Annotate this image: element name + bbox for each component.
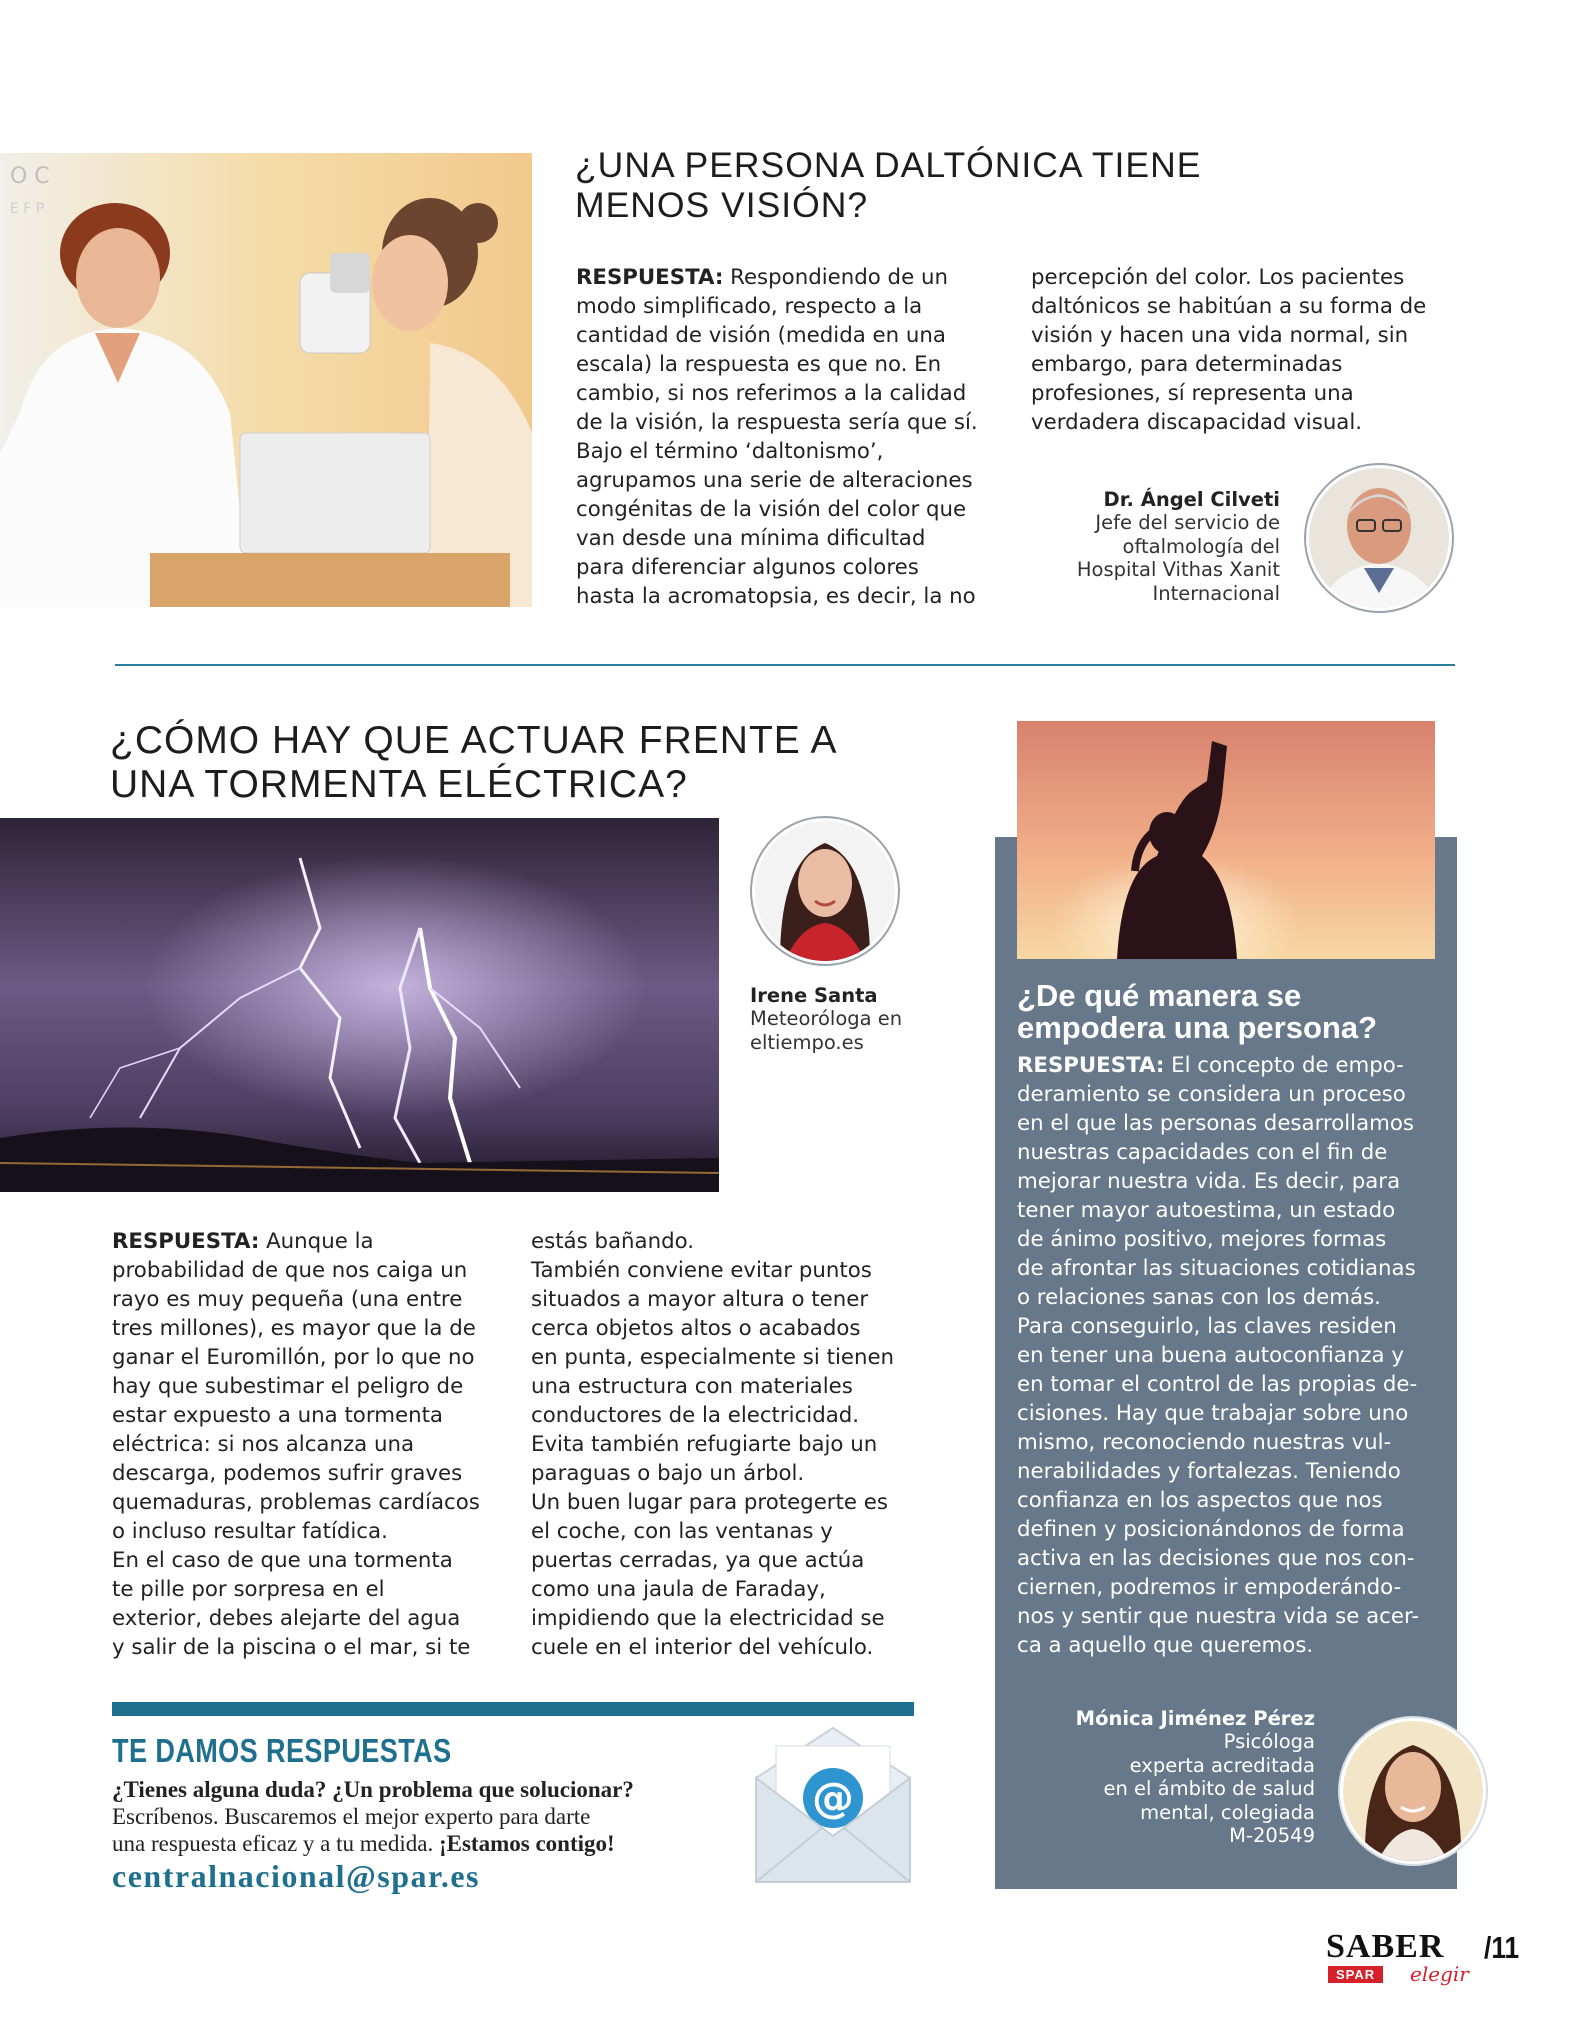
text-line-content: Meteoróloga en xyxy=(750,1007,903,1030)
article1-expert-name: Dr. Ángel Cilveti xyxy=(1103,488,1280,511)
text-line xyxy=(1031,379,1471,408)
text-line xyxy=(1031,350,1471,379)
text-line-content: También conviene evitar puntos xyxy=(531,1258,872,1283)
contact-line3-plain: una respuesta eficaz y a tu medida. xyxy=(112,1831,439,1856)
text-line-content: Respondiendo de un xyxy=(723,265,948,290)
text-line-content: Aunque la xyxy=(259,1229,374,1254)
contact-line2: Escríbenos. Buscaremos el mejor experto para darte xyxy=(112,1804,591,1829)
text-line-content: en tomar el control de las propias de- xyxy=(1017,1372,1418,1397)
text-line xyxy=(750,1007,940,1031)
text-line xyxy=(1020,558,1280,582)
text-line-content: escala) la respuesta es que no. En xyxy=(576,352,942,377)
text-line xyxy=(1031,263,1471,292)
text-line-content: el coche, con las ventanas y xyxy=(531,1519,833,1544)
article1-title-line2: MENOS VISIÓN? xyxy=(575,184,869,225)
text-line xyxy=(576,582,996,611)
text-line-content: ganar el Euromillón, por lo que no xyxy=(112,1345,475,1370)
text-line-content: en el ámbito de salud xyxy=(1103,1777,1315,1800)
text-line-content: confianza en los aspectos que nos xyxy=(1017,1488,1383,1513)
text-line xyxy=(112,1633,512,1662)
text-line-content: tener mayor autoestima, un estado xyxy=(1017,1198,1396,1223)
text-line-content: estar expuesto a una tormenta xyxy=(112,1403,443,1428)
text-line-content: Para conseguirlo, las claves residen xyxy=(1017,1314,1397,1339)
text-line-content: te pille por sorpresa en el xyxy=(112,1577,385,1602)
text-line-content: cantidad de visión (medida en una xyxy=(576,323,946,348)
text-line xyxy=(112,1227,512,1256)
text-line xyxy=(112,1430,512,1459)
logo-script: elegir xyxy=(1410,1962,1469,1986)
text-line xyxy=(531,1488,931,1517)
text-line-content: deramiento se considera un proceso xyxy=(1017,1082,1406,1107)
text-line xyxy=(1050,1801,1315,1825)
article2-expert-avatar xyxy=(750,816,900,966)
article3-expert-name: Mónica Jiménez Pérez xyxy=(1075,1707,1315,1730)
text-line-content: Bajo el término ‘daltonismo’, xyxy=(576,439,884,464)
text-line-content: cisiones. Hay que trabajar sobre uno xyxy=(1017,1401,1409,1426)
answer-label: RESPUESTA: xyxy=(1017,1053,1165,1078)
text-line-content: nos y sentir que nuestra vida se acer- xyxy=(1017,1604,1420,1629)
article2-title-line1: ¿CÓMO HAY QUE ACTUAR FRENTE A xyxy=(110,719,838,762)
text-line xyxy=(1017,1167,1447,1196)
text-line xyxy=(576,292,996,321)
text-line-content: mismo, reconociendo nuestras vul- xyxy=(1017,1430,1392,1455)
article1-expert-avatar xyxy=(1304,463,1454,613)
text-line-content: rayo es muy pequeña (una entre xyxy=(112,1287,463,1312)
text-line xyxy=(112,1488,512,1517)
text-line xyxy=(112,1256,512,1285)
text-line xyxy=(1017,1486,1447,1515)
text-line xyxy=(531,1517,931,1546)
text-line xyxy=(112,1285,512,1314)
text-line-content: cerca objetos altos o acabados xyxy=(531,1316,861,1341)
text-line-content: ciernen, podremos ir empoderándo- xyxy=(1017,1575,1402,1600)
text-line xyxy=(1017,1399,1447,1428)
text-line-content: experta acreditada xyxy=(1129,1753,1315,1777)
text-line xyxy=(112,1372,512,1401)
contact-email-link[interactable]: centralnacional@spar.es xyxy=(112,1858,480,1894)
text-line xyxy=(1050,1824,1315,1848)
article3-expert-credit xyxy=(1050,1707,1315,1848)
text-line xyxy=(1017,1341,1447,1370)
article1-answer-col2 xyxy=(1031,263,1471,437)
text-line xyxy=(531,1633,931,1662)
text-line-content: conductores de la electricidad. xyxy=(531,1403,860,1428)
saber-elegir-logo xyxy=(1326,1928,1476,2008)
text-line xyxy=(112,1546,512,1575)
text-line-content: congénitas de la visión del color que xyxy=(576,497,967,522)
text-line xyxy=(1017,1254,1447,1283)
text-line xyxy=(576,553,996,582)
text-line-content: oftalmología del xyxy=(1122,534,1280,558)
article3-expert-role xyxy=(1050,1730,1315,1848)
article3-expert-avatar xyxy=(1338,1716,1488,1866)
text-line-content: en punta, especialmente si tienen xyxy=(531,1345,895,1370)
text-line-content: eléctrica: si nos alcanza una xyxy=(112,1432,415,1457)
text-line xyxy=(112,1401,512,1430)
contact-line3-bold: ¡Estamos contigo! xyxy=(438,1831,615,1856)
text-line xyxy=(1017,1515,1447,1544)
text-line xyxy=(1031,292,1471,321)
contact-line1: ¿Tienes alguna duda? ¿Un problema que solucionar? xyxy=(112,1777,634,1802)
contact-top-bar xyxy=(112,1702,914,1716)
text-line-content: hay que subestimar el peligro de xyxy=(112,1374,464,1399)
text-line-content: eltiempo.es xyxy=(750,1030,864,1054)
text-line xyxy=(576,408,996,437)
text-line xyxy=(1017,1573,1447,1602)
text-line xyxy=(1017,1138,1447,1167)
text-line-content: percepción del color. Los pacientes xyxy=(1031,265,1405,290)
article2-expert-role xyxy=(750,1007,940,1054)
logo-spar-badge: SPAR xyxy=(1328,1966,1383,1983)
text-line xyxy=(531,1546,931,1575)
logo-brand: SABER xyxy=(1326,1928,1445,1965)
text-line-content: de ánimo positivo, mejores formas xyxy=(1017,1227,1387,1252)
empowerment-photo xyxy=(1017,721,1435,959)
text-line-content: agrupamos una serie de alteraciones xyxy=(576,468,973,493)
contact-text xyxy=(112,1776,732,1857)
contact-line3 xyxy=(112,1830,732,1857)
text-line xyxy=(1017,1428,1447,1457)
text-line xyxy=(1017,1080,1447,1109)
text-line-content: daltónicos se habitúan a su forma de xyxy=(1031,294,1427,319)
text-line xyxy=(1017,1312,1447,1341)
article2-answer-col1 xyxy=(112,1227,512,1662)
text-line xyxy=(531,1575,931,1604)
text-line-content: activa en las decisiones que nos con- xyxy=(1017,1546,1415,1571)
text-line-content: o relaciones sanas con los demás. xyxy=(1017,1285,1381,1310)
text-line xyxy=(112,1314,512,1343)
text-line xyxy=(112,1459,512,1488)
article3-title-line1: ¿De qué manera se xyxy=(1017,978,1302,1013)
text-line-content: o incluso resultar fatídica. xyxy=(112,1519,388,1544)
svg-text:O C: O C xyxy=(10,164,50,189)
text-line xyxy=(1017,1457,1447,1486)
text-line-content: Internacional xyxy=(1152,581,1280,605)
text-line-content: exterior, debes alejarte del agua xyxy=(112,1606,461,1631)
answer-label: RESPUESTA: xyxy=(576,265,724,290)
article1-title xyxy=(575,146,1201,226)
text-line xyxy=(576,263,996,292)
text-line-content: mental, colegiada xyxy=(1140,1800,1315,1824)
text-line-content: mejorar nuestra vida. Es decir, para xyxy=(1017,1169,1401,1194)
text-line-content: una estructura con materiales xyxy=(531,1374,853,1399)
text-line xyxy=(112,1343,512,1372)
text-line xyxy=(1017,1370,1447,1399)
text-line-content: Evita también refugiarte bajo un xyxy=(531,1432,878,1457)
text-line-content: verdadera discapacidad visual. xyxy=(1031,410,1363,435)
text-line xyxy=(1017,1109,1447,1138)
text-line xyxy=(1050,1754,1315,1778)
text-line xyxy=(576,495,996,524)
text-line xyxy=(1017,1544,1447,1573)
article2-answer-col2 xyxy=(531,1227,931,1662)
text-line xyxy=(531,1372,931,1401)
article3-answer xyxy=(1017,1051,1447,1660)
text-line-content: modo simplificado, respecto a la xyxy=(576,294,923,319)
section-divider xyxy=(115,664,1455,666)
text-line-content: embargo, para determinadas xyxy=(1031,352,1343,377)
text-line xyxy=(576,437,996,466)
answer-label: RESPUESTA: xyxy=(112,1229,260,1254)
text-line xyxy=(112,1517,512,1546)
text-line xyxy=(750,1031,940,1055)
text-line-content: probabilidad de que nos caiga un xyxy=(112,1258,468,1283)
text-line-content: estás bañando. xyxy=(531,1229,695,1254)
eye-exam-photo xyxy=(0,153,532,607)
text-line xyxy=(1050,1730,1315,1754)
text-line-content: En el caso de que una tormenta xyxy=(112,1548,453,1573)
text-line xyxy=(531,1343,931,1372)
envelope-at-symbol: @ xyxy=(812,1773,854,1822)
text-line xyxy=(531,1459,931,1488)
article1-title-line1: ¿UNA PERSONA DALTÓNICA TIENE xyxy=(575,145,1202,185)
text-line xyxy=(576,379,996,408)
text-line xyxy=(531,1604,931,1633)
text-line-content: cuele en el interior del vehículo. xyxy=(531,1635,874,1660)
text-line-content: Jefe del servicio de xyxy=(1095,511,1280,534)
text-line xyxy=(576,350,996,379)
text-line-content: nerabilidades y fortalezas. Teniendo xyxy=(1017,1459,1401,1484)
text-line-content: para diferenciar algunos colores xyxy=(576,555,919,580)
text-line-content: ca a aquello que queremos. xyxy=(1017,1633,1314,1658)
text-line-content: El concepto de empo- xyxy=(1164,1053,1404,1078)
text-line-content: quemaduras, problemas cardíacos xyxy=(112,1490,480,1515)
article2-expert-name: Irene Santa xyxy=(750,984,878,1007)
text-line-content: paraguas o bajo un árbol. xyxy=(531,1461,805,1486)
article3-title xyxy=(1017,980,1437,1044)
text-line-content: impidiendo que la electricidad se xyxy=(531,1606,885,1631)
text-line xyxy=(531,1314,931,1343)
text-line xyxy=(531,1401,931,1430)
page-number: /11 xyxy=(1484,1930,1520,1965)
text-line-content: Psicóloga xyxy=(1223,1730,1315,1753)
text-line-content: y salir de la piscina o el mar, si te xyxy=(112,1635,471,1660)
text-line xyxy=(531,1430,931,1459)
article1-answer-col1 xyxy=(576,263,996,611)
article2-expert-credit xyxy=(750,984,940,1054)
text-line-content: como una jaula de Faraday, xyxy=(531,1577,826,1602)
text-line-content: van desde una mínima dificultad xyxy=(576,526,926,551)
text-line-content: M-20549 xyxy=(1229,1824,1315,1847)
text-line xyxy=(1017,1631,1447,1660)
article1-expert-credit xyxy=(1020,488,1280,605)
text-line-content: nuestras capacidades con el fin de xyxy=(1017,1140,1388,1165)
article3-title-line2: empodera una persona? xyxy=(1017,1010,1378,1045)
text-line xyxy=(576,466,996,495)
text-line xyxy=(1020,511,1280,535)
text-line xyxy=(1017,1225,1447,1254)
article2-title-line2: UNA TORMENTA ELÉCTRICA? xyxy=(110,762,688,806)
text-line xyxy=(1017,1283,1447,1312)
text-line xyxy=(576,524,996,553)
article2-title xyxy=(110,719,837,806)
text-line-content: definen y posicionándonos de forma xyxy=(1017,1517,1405,1542)
text-line xyxy=(531,1256,931,1285)
text-line-content: en tener una buena autoconfianza y xyxy=(1017,1343,1404,1368)
text-line-content: de afrontar las situaciones cotidianas xyxy=(1017,1256,1416,1281)
text-line-content: hasta la acromatopsia, es decir, la no xyxy=(576,584,976,609)
text-line xyxy=(1017,1602,1447,1631)
text-line xyxy=(531,1227,931,1256)
text-line-content: profesiones, sí representa una xyxy=(1031,381,1354,406)
text-line-content: Hospital Vithas Xanit xyxy=(1076,558,1280,581)
text-line-content: situados a mayor altura o tener xyxy=(531,1287,869,1312)
text-line xyxy=(1031,408,1471,437)
lightning-storm-photo xyxy=(0,818,719,1192)
text-line xyxy=(1031,321,1471,350)
text-line-content: de la visión, la respuesta sería que sí. xyxy=(576,410,978,435)
text-line-content: cambio, si nos referimos a la calidad xyxy=(576,381,967,406)
text-line xyxy=(1020,582,1280,606)
text-line xyxy=(531,1285,931,1314)
text-line-content: tres millones), es mayor que la de xyxy=(112,1316,476,1341)
text-line xyxy=(576,321,996,350)
text-line xyxy=(1017,1051,1447,1080)
text-line xyxy=(112,1575,512,1604)
text-line-content: Un buen lugar para protegerte es xyxy=(531,1490,888,1515)
text-line-content: puertas cerradas, ya que actúa xyxy=(531,1548,865,1573)
text-line-content: visión y hacen una vida normal, sin xyxy=(1031,323,1409,348)
text-line-content: en el que las personas desarrollamos xyxy=(1017,1111,1415,1136)
text-line-content: descarga, podemos sufrir graves xyxy=(112,1461,463,1486)
text-line xyxy=(1020,535,1280,559)
contact-heading: TE DAMOS RESPUESTAS xyxy=(112,1732,452,1769)
text-line xyxy=(112,1604,512,1633)
text-line xyxy=(1050,1777,1315,1801)
text-line xyxy=(1017,1196,1447,1225)
article1-expert-role xyxy=(1020,511,1280,605)
envelope-at-icon xyxy=(752,1720,914,1888)
svg-text:E F P: E F P xyxy=(10,201,45,217)
